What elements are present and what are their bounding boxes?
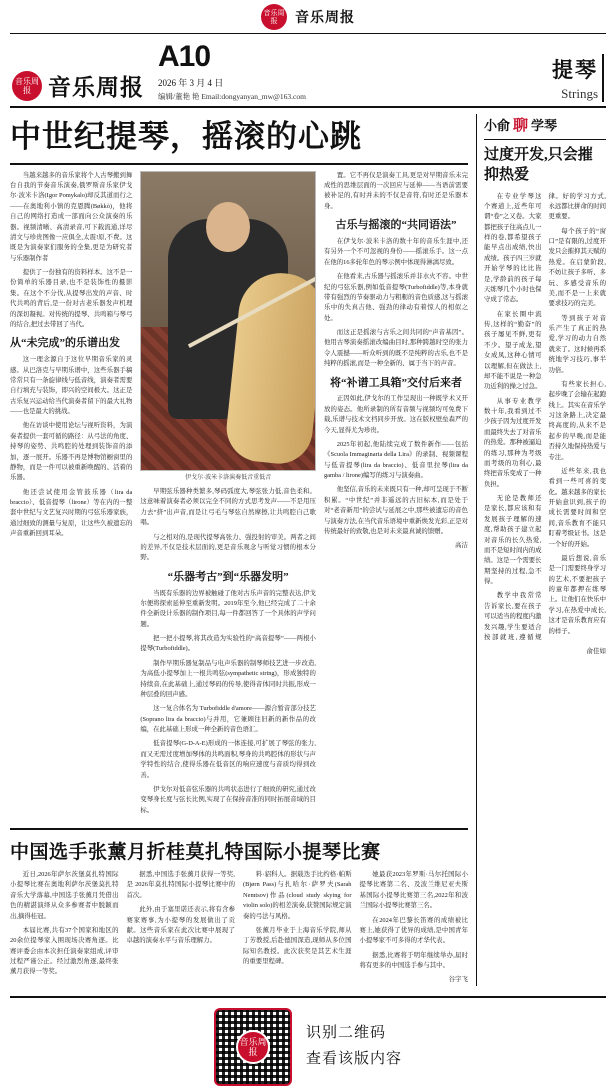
rail-brand-left: 小俞 <box>484 118 511 133</box>
article-photo <box>140 171 316 471</box>
paragraph: 他还尝试使用金管鼓乐器（lira da braccio）、低音提琴（lirone）等在内的一整套中世纪与文艺复兴时期的弓弦乐器家族，通过细致的测量与复原，让这些久被遗忘的声音重新回到耳朵。 <box>10 488 133 538</box>
lead-headline: 中世纪提琴，摇滚的心跳 <box>10 120 468 165</box>
lead-column-2 <box>140 171 316 820</box>
paragraph: 有些家长担心,起步晚了会输在起跑线上。其实在音乐学习这条路上,决定最终高度的,从来不是起步的早晚,而是能否持久地保持热爱与专注。 <box>548 380 607 461</box>
lead-column-3 <box>324 171 468 820</box>
paragraph: 低音提琴(G-D-A-E)形成的一体连接,可扩展了琴弦的张力,而又无需过度增加琴体的共鸣面积,琴身的共鸣腔体的形状与声学特性的结合,使得乐器在低音区的响应速度与音质均得到改善。 <box>140 740 316 779</box>
paragraph: 置。它不再仅是演奏工具,更是对早期音乐未完成性的思维层面的一次回应与延伸——当语前需要被补足的,有时并未的不仅是音符,有时还是乐器本身。 <box>323 171 468 210</box>
rail-body <box>484 192 606 644</box>
secondary-story <box>10 828 468 986</box>
qr-center-seal-icon: 音乐周报 <box>236 1030 270 1064</box>
page-header <box>10 34 606 108</box>
masthead-title: 音乐周报 <box>295 10 355 26</box>
lead-subheading-2: “乐器考古”到“乐器发明” <box>167 570 289 583</box>
paragraph: 每个孩子的“窗口”是有限的,过度开发只会摧抑其天赋的热爱。在启蒙阶段,不妨让孩子多听、多玩、多感受音乐的美,而不是一上来就要求技巧的完美。 <box>548 227 607 308</box>
paragraph: 在他看来,古乐器与摇滚乐并非水火不容。中世纪的弓弦乐器,例如低音提琴(Turbofiddle)等,本身就带有强烈的节奏驱动力与粗粝的音色质感,这与摇滚乐中的失真吉他、强劲的律动有着惊人的相似之处。 <box>323 273 468 322</box>
secondary-column-4 <box>360 870 469 986</box>
paragraph: 最后想说,音乐是一门需要终身学习的艺术,不要把孩子的童年都押在练琴上。让他们在快乐中学习,在热爱中成长,这才是音乐教育应有的样子。 <box>548 554 607 635</box>
header-meta <box>144 40 536 102</box>
paragraph: 近些年来,我也看到一些可喜的变化。越来越多的家长开始意识到,孩子的成长需要时间和空间,音乐教育不能只盯着考级证书。这是一个好的开始。 <box>548 467 607 548</box>
section-name-en: Strings <box>561 86 598 101</box>
rail-brand-accent: 聊 <box>513 118 529 134</box>
paragraph: 无论是教师还是家长,都应该和有发展孩子理解的速度,帮助孩子建立起对音乐的长久热爱,而不是短时间内的成绩。这是一个需要长期坚持的过程,急不得。 <box>484 495 542 585</box>
lead-subheading-3: 古乐与摇滚的“共同语法” <box>335 219 457 232</box>
paragraph: 他在访谈中使用论坛与视听资料，为演奏者提供一套可循的路径：从弓法的角度、持琴的姿势、共鸣腔的处理到装饰音的添加，逐一展开。乐器不再是博物馆橱窗里的静物，而是一件可以被重新唤醒的、活着的乐器。 <box>10 422 133 482</box>
paragraph: 据悉,中国选手张薰月获得一等奖,是 2026年莫扎特国际小提琴比赛中的首次。 <box>126 871 235 899</box>
rail-headline: 过度开发,只会摧抑热爱 <box>484 147 593 184</box>
paragraph: 据悉,比赛将于明年继续举办,届时将有更多的中国选手参与其中。 <box>359 951 468 970</box>
paragraph: 此外,由于塞里诺还表示,将有含参赛家赛事,为小提琴的发展做出了贡献。这些音乐家在此次比赛中展现了卓越的演奏水平与音乐理解力。 <box>126 906 235 945</box>
qr-footer <box>10 996 606 1086</box>
main-content <box>10 114 606 986</box>
paragraph: 而这正是摇滚与古乐之间共同的“声音基因”。他用古琴演奏摇滚改编曲目时,那种跨越时空的张力令人震撼——听众听到的既不是纯粹的古乐,也不是纯粹的摇滚,而是一种全新的、属于当下的声音。 <box>323 329 468 368</box>
paragraph: 这一复合体名为 Turbofiddle d'amore——源合暂音部分技艺(Soprano lira da braccio)与并用，它兼顾往旧新的新作品的改编，在此基础上形成一种全新的音色语汇。 <box>140 705 316 734</box>
photo-musician-head <box>206 202 250 252</box>
brand <box>12 69 144 102</box>
rail-brand-right: 学琴 <box>531 118 558 133</box>
paragraph: 正因如此,伊戈尔的工作呈现出一种既学术又开放的姿态。他所录制的所有音频与视频均可免费下载,乐谱与技术文档同步开放。这在版权壁垒森严的今天,显得尤为珍贵。 <box>323 395 468 434</box>
page-number: A10 <box>158 40 211 73</box>
paragraph: 等到孩子对音乐产生了真正的热爱,学习的动力自然就来了。这时候再系统地学习技巧,事半功倍。 <box>548 314 607 374</box>
byline-rail: 俞佳如 <box>586 648 606 656</box>
left-column <box>10 114 476 986</box>
paragraph: 张薰月毕业于上海音乐学院,师从丁芳教授,后赴德国深造,现师从多位国际知名教授。此次获奖是其艺术生涯的重要里程碑。 <box>243 926 352 966</box>
secondary-headline: 中国选手张薰月折桂莫扎特国际小提琴比赛 <box>10 842 381 864</box>
lead-subheading-1: 从“未完成”的乐谱出发 <box>10 337 120 350</box>
lead-article-columns <box>10 171 468 820</box>
photo-caption: 伊戈尔·波米卡洛演奏低音重低音 <box>185 474 272 481</box>
secondary-column-3 <box>243 870 352 986</box>
lead-column-1 <box>10 171 132 820</box>
paragraph: 在专业学琴这个赛道上,近些年可谓“卷”之又卷。大家都把孩子往高点儿一样的卷,都希望孩子能早点出成绩,快出成绩。孩子四三岁就开始学琴的比比皆是,学龄前的孩子每天练琴几个小时也保守成了常态。 <box>484 192 542 304</box>
masthead-seal-icon: 音乐周报 <box>261 4 287 30</box>
secondary-columns <box>10 870 468 986</box>
paragraph: 在伊戈尔·波米卡洛的数十年的音乐生涯中,还有另外一个不可忽视的身份——摇滚乐手。这一点在他的16多轮年色的琴示例中体现得淋漓尽致。 <box>323 238 468 266</box>
secondary-column-1 <box>10 870 119 986</box>
byline-secondary: 谷宇飞 <box>448 976 468 984</box>
publication-date: 2026 年 3 月 4 日 <box>158 78 224 88</box>
paragraph: 本届比赛,共有37个国家和地区的20余位提琴家入围现场决赛角逐。比赛评委会由本次担任演奏家组成,评审过程严谨公正。经过激烈角逐,最终张薰月获得一等奖。 <box>10 926 119 976</box>
paragraph: 她最获2023年罗斯·马尔托国际小提琴比赛第二名、及波兰维尼亚夫斯基国际小提琴比赛第三名,2022年和波兰国际小提琴比赛第三名。 <box>359 871 468 910</box>
section-label <box>536 54 604 102</box>
paragraph: 在家长圈中流传,这样的“勤奋”的孩子屡见不鲜,更有不少。望子成龙,望女成凤,这种心情可以理解,但在做法上,却不能不说是一种急功近利的操之过急。 <box>484 310 542 391</box>
paragraph: 提供了一份独有的资料样本。这不是一份简单的乐器目录,也不是装饰性的摄影集。在这个不分伐,从提琴出发的声音、时代共鸣的背后,是一份对古老乐器发声机理的深切凝视。对传统的提琴、共鸣箱与琴弓的结合,把过去带回了当代。 <box>10 269 133 328</box>
paragraph: 在2024年巴黎长笛赛的成绩被比赛上,她获得了优异的成绩,是中国青年小提琴家不可多得的才华代表。 <box>359 916 468 945</box>
paragraph: 2025年初起,他陆续完成了数件新作——包括《Scuola Immaginaria della Lira》的录制、视频课程与低音提琴(lira da braccio)、低音里拉琴(lira da gamba / lirone)编写的练习与演奏曲。 <box>323 440 468 480</box>
qr-code-icon[interactable] <box>214 1008 292 1086</box>
rail-column-brand <box>484 114 606 140</box>
paragraph: 与之相对的,是现代提琴高张力、强投射的审美。两者之间的差异,不仅是技术层面的,更是音乐观念与听觉习惯的根本分野。 <box>140 533 316 562</box>
brand-seal-icon: 音乐周报 <box>12 71 42 101</box>
paragraph: 这一理念源自于这位早期音乐家的灵感。从巴洛克与早期乐谱中，这些乐器手稿常常只有一条旋律线与低音线，演奏者需要自行填充与装饰，即兴的空间极大。这正是古乐复兴运动给当代演奏者留下的最大礼物——也是最大的挑战。 <box>10 356 133 416</box>
brand-name: 音乐周报 <box>48 75 144 100</box>
paragraph: 当越来越多的音乐家将个人古琴搬到舞台自我的节奏音乐演奏,俄罗斯音乐家伊戈尔·波米卡洛(Igor Pomykalo)却反其道而行之——在奥地利小镇的克恩腾(Bøkkò)，他将自己的网络打造成一部面向公众演奏的乐器。视频清晰、高清录音,可下载流通,详尽清文与珍贵图像一应俱全,太震!原,不费。这既是为演奏家们服务的全集,更是为研究者与乐器制作者 <box>10 171 133 262</box>
lead-subheading-4: 将“补谱工具箱”交付后来者 <box>329 376 462 389</box>
paragraph: 制作早期乐器复制品与电声乐器的制琴师技艺进一步改造,为高低小提琴加上一根共鸣弦(sympathetic string)，形成独特的持续音,在此基础上,通过琴码的传导,使得音体同时共振,形成一种层叠的回声感。 <box>140 659 316 698</box>
qr-footer-line-1: 识别二维码 <box>305 1025 386 1042</box>
qr-footer-text <box>306 1021 402 1072</box>
paragraph: 教学中我常常告诉家长,要在孩子可以适当的程度内激发兴趣,学生要适合按部就班,遵循规律。好的学习方式,永远都比拼命的时间更重要。 <box>484 192 607 641</box>
paragraph: 当既有乐器的边界被触碰了他对古乐声音的完整表达,伊戈尔便将探索延伸至重新发明。2019年至今,他已经完成了二十余件全新设计乐器的制作项目,每一件都回答了一个具体的声学问题。 <box>140 589 316 628</box>
section-name-cn: 提琴 <box>552 58 598 82</box>
paragraph: 早期弦乐器种类繁多,琴码弧度大,琴弦张力低,音色柔和。这意味着演奏者必须以完全不同的方式思考发声——不是用压力去“挤”出声音,而是让弓毛与琴弦自然摩擦,让共鸣腔自己歌唱。 <box>140 488 316 527</box>
paragraph: 近日,2026年萨尔茨堡莫扎特国际小提琴比赛在奥地利萨尔茨堡莫扎特音乐大学落幕,中国选手张薰月凭借出色的精湛演绎从众多参赛者中脱颖而出,摘得桂冠。 <box>10 871 119 920</box>
editor-line: 编辑/董艳 艳 Email:dongyanyan_mw@163.com <box>158 92 306 101</box>
secondary-column-2 <box>127 870 236 986</box>
paragraph: 把一把小提琴,将其改造为实验性的“高音提琴”——两根小提琴(Turbofiddle)。 <box>140 635 316 653</box>
byline-lead: 高洁 <box>455 542 468 550</box>
paragraph: 伊戈尔对低音弦乐器的共鸣状态进行了细致的研究,通过改变琴身长度与弦长比例,实现了在保持音准的同时拓展音域的目标。 <box>140 785 316 814</box>
paragraph: 他坚信,音乐的未来既只有一种,却可呈现于不断积累。“中世纪”并非遥远的古旧标本,而是处于对“老音新用”的尝试与延展之中,那些被遗忘的音色与演奏方法,在当代音乐语境中重新焕发光彩,正是对传统最好的致敬,也是对未来最真诚的馈赠。 <box>323 486 468 535</box>
masthead-strip <box>10 0 606 34</box>
paragraph: 从事专业教学数十年,我看到过不少孩子因为过度开发而最终失去了对音乐的热爱。那种被逼迫的练习,那种为考级而考级的功利心,最终把音乐变成了一种负担。 <box>484 397 542 488</box>
paragraph: 料·貂科人。据载迭手比约格·帕斯(Bjørn Pass)与扎哈尔·萨罗夫(Sarah Nemtsov)作品(cloud study skying for violin solo)的相差演奏,获赞国际规定演奏的弓法与风格。 <box>243 871 352 920</box>
right-rail <box>476 114 606 986</box>
qr-footer-line-2: 查看该版内容 <box>305 1050 402 1067</box>
